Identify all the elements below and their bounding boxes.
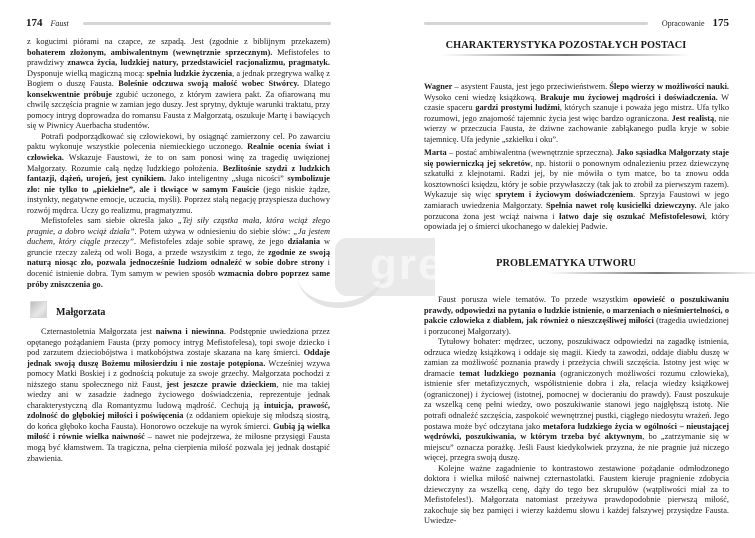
text-run: W czasie spaceru — [424, 92, 730, 113]
text-run: (z oddaniem opiekuje się młodszą siostrą, do końca głęboko kocha Fausta). Honorowo oczekuje na wyrok śmierci. — [27, 411, 330, 431]
text-run: i docenić istnienie dobra. Tym samym w pewien sposób — [27, 258, 331, 279]
paragraph — [424, 337, 729, 464]
text-run: Jako inteligentny „sługa nicości” — [166, 174, 288, 184]
header-rule-right — [424, 22, 648, 25]
bold-run: Realnie ocenia świat i człowieka. — [27, 142, 330, 163]
bold-run: łatwo daje się oszukać Mefistofelesowi — [559, 211, 705, 221]
text-run: Dysponuje wielką magiczną mocą: — [27, 68, 147, 78]
bold-run: Gubią ją wielka miłość i równie wielka naiwność — [27, 421, 330, 442]
section-heading-text: PROBLEMATYKA UTWORU — [496, 258, 636, 269]
right-running-head — [424, 17, 729, 29]
text-run: w gruncie rzeczy zależą od woli Boga, a przede wszystkim z tego, że — [27, 237, 330, 257]
text-run: . Podstępnie uwiedziona przez opętanego pożądaniem Fausta (przy pomocy intryg Mefistofelesa), topi swoje dziecko i pod zarzutem dzieciobójstwa i matkobójstwa zostaje skazana na karę śmierci. — [27, 327, 330, 358]
text-run: (tragedia uwiedzionej i porzuconej Małgorzaty). — [424, 316, 729, 336]
bold-run: wzmacnia dobro poprzez same próby zniszczenia go. — [27, 269, 330, 289]
text-run: . Mefistofeles zdaje sobie sprawę, że jego — [133, 237, 288, 247]
bold-run: symbolizuje zło: nie tylko to „piekielne”, ale i tkwiące w samym Fauście — [27, 174, 330, 194]
running-head-title-left: Faust — [50, 18, 69, 28]
watermark-text: grebo — [370, 240, 503, 289]
text-run: . Sprzyja Faustowi w jego zamiarach uwiedzenia Małgorzaty. — [424, 190, 729, 211]
text-run: , który opowiada jej o śmierci ukochanego w dalekiej Padwie. — [424, 211, 729, 232]
text-run: Mefistofeles to prawdziwy — [27, 47, 330, 68]
bold-run: Jako sąsiadka Małgorzaty staje się powierniczką jej sekretów — [424, 148, 729, 168]
bold-run: Ślepo wierzy w możliwości nauki. — [609, 82, 729, 91]
text-run: , nie ma takiej wiedzy ani w zasadzie żadnego życiowego doświadczenia, reprezentuje jednak charakterystyczną dla Romantyzmu ludową mądrość. Cechują ją — [27, 379, 330, 410]
bold-run: sprytem i życiowym doświadczeniem — [495, 190, 634, 200]
paragraph — [27, 132, 330, 216]
text-run: Wcześniej wzywa pomocy Matki Boskiej i z godnością pokutuje za swoje grzechy. Małgorzata pochodzi z niższego stanu społecznego niż Faust, — [27, 358, 330, 389]
section-heading-characters — [377, 40, 755, 56]
bold-run: zgodnie ze swoją naturą niosąc zło, pozwala jednocześnie ludziom odnaleźć w sobie dobre strony — [27, 247, 330, 268]
text-run: Wysoko ceni wiedzę książkową. — [424, 92, 541, 102]
text-run: Mefistofeles sam siebie określa jako — [41, 216, 178, 226]
running-head-title-right: Opracowanie — [661, 18, 705, 28]
bold-run: Marta — [424, 148, 447, 158]
bold-run: metafora ludzkiego życia w ogólności – nieustającej wędrówki, poszukiwania, w którym trzeba być aktywnym — [424, 421, 729, 442]
bold-run: znawca życia, ludzkiej natury, przedstawiciel racjonalizmu, pragmatyk. — [67, 58, 331, 68]
text-run: , np. historii o ponownym odnalezieniu przez dziewczynę szkatułki z klejnotami. Radzi jej, by nie mówiła o tym matce, bo ta znowu odda kosztowności księdzu, który je sobie przywłaszczy (tak jak to zrobił za pierwszym razem). Wykazuje się więc — [424, 158, 729, 200]
bold-run: opowieść o poszukiwaniu prawdy, odpowiedzi na pytania o ludzkie istnienie, o marzeniach o nieśmiertelności, o pakcie człowieka z diabłem, jak również o nieszczęśliwej miłości — [424, 295, 730, 326]
text-run: , bo „zatrzymanie się w miejscu” oznacza porażkę. Jeśli Faust kiedykolwiek przyzna, że nie pragnie już niczego więcej, przegra swoją duszę. — [424, 432, 729, 463]
header-rule-left — [83, 22, 331, 25]
bold-run: Bezlitośnie szydzi z ludzkich fantazji, dążeń, urojeń, jest cynikiem. — [27, 163, 330, 184]
section-heading-problems — [377, 258, 755, 274]
bold-run: Jest realistą — [671, 113, 715, 123]
italic-run: „Tej siły cząstka mała, która wciąż złego pragnie, a dobro wciąż działa” — [27, 216, 330, 236]
text-run: Potrafi podporządkować się człowiekowi, by osiągnąć zamierzony cel. Po zawarciu paktu wykonuje wszystkie polecenia niemieckiego uczonego. — [27, 131, 330, 152]
text-run: Tytułowy bohater: mędrzec, uczony, poszukiwacz odpowiedzi na zagadkę istnienia, odrzuca wiedzę książkową i oddaje się magii. Kiedy ta zawodzi, oddaje diabłu duszę w zamian za możliwość poznania prawdy i przeżycia chwili szczęścia. Istotny jest więc w dramacie — [424, 337, 729, 378]
bold-run: konsekwentnie próbuje — [27, 89, 112, 99]
text-run: , których szanuje i poważa jego mistrz. Ufa tylko rozumowi, jego znajomość tajemnic życia jest więc bardzo ograniczona. — [424, 103, 730, 123]
problems-text-block — [424, 295, 729, 527]
paragraph — [27, 37, 330, 132]
text-run: (jego niskie żądze, instynkty, negatywne emocje, uczucia, myśli). Poprzez stałą negację przyspiesza duchowy rozwój mędrca. Uczy go realizmu, pragmatyzmu. — [27, 184, 330, 215]
text-run: (ograniczonych możliwości rozumu człowieka), istnienie sfer metafizycznych, współistnienie dobra i zła, relacja wiedzy książkowej (ograniczonej) i życiowej (istotnej, pomocnej w docieraniu do prawdy). Faust poszukuje za wszelką cenę pełni wiedzy, owo poszukiwanie stanowi jego najgłębszą istotę. Nie potrafi odnaleźć szczęścia, zaspokoić wewnętrznej pustki, ciągłego niedosytu wrażeń. Jego postawa może być odczytana jako — [424, 368, 729, 431]
bold-run: działania — [287, 237, 321, 247]
bold-run: bohaterem złożonym, ambiwalentnym (wewnętrznie sprzecznym). — [27, 47, 273, 57]
bold-run: gardzi prostymi ludźmi — [475, 103, 560, 113]
text-run: – asystent Fausta, jest jego przeciwieństwem. — [452, 82, 610, 91]
mefistofeles-text-block — [27, 37, 330, 290]
page-number-right: 175 — [712, 17, 729, 29]
heading-underline — [547, 272, 755, 274]
text-run: Czternastoletnia Małgorzata jest — [41, 327, 156, 336]
paragraph — [424, 464, 729, 527]
text-run: , a jednak przegrywa walkę z Bogiem o duszę Fausta. — [27, 68, 330, 89]
page-number-left: 174 — [26, 17, 43, 29]
bold-run: spełnia ludzkie życzenia — [146, 68, 233, 78]
italic-run: „Ja jestem duchem, który ciągle przeczy” — [27, 226, 330, 247]
text-run: Kolejne ważne zagadnienie to kontrastowo zestawione pożądanie odmłodzonego doktora i wielka miłość naiwnej czternastolatki. Faustem kieruje pragnienie zdobycia dziewczyny za wszelką cenę, dąży do tego bez skrupułów (wątpliwości miał za to Mefistofeles!). Małgorzata natomiast przeżywa prawdopodobnie pierwszą miłość, zakochuje się bez pamięci i wierzy każdemu słowu i każdej fałszywej przysiędze Fausta. Uwiedze- — [424, 463, 729, 526]
bold-run: Brakuje mu życiowej mądrości i doświadczenia. — [540, 92, 718, 102]
bold-run: temat ludzkiego poznania — [459, 368, 556, 378]
text-run: , nie wierzy w przeczucia Fausta, że dziwne zachowanie zabłąkanego pudla kryje w sobie tajemnicę. Ufa jedynie „szkiełku i oku”. — [424, 113, 729, 144]
bold-run: naiwna i niewinna — [155, 327, 224, 336]
text-run: – postać ambiwalentna (wewnętrznie sprzeczna). — [446, 148, 617, 158]
section-square-icon — [30, 301, 47, 318]
bold-run: Boleśnie odczuwa swoją małość wobec Stwórcy. — [118, 79, 300, 89]
text-run: Dlatego — [299, 79, 331, 89]
heading-underline — [441, 54, 691, 56]
paragraph — [424, 82, 729, 145]
bold-run: Oddaje jednak swoją duszę Bożemu miłosierdziu i nie zostaje potępiona. — [27, 348, 330, 368]
characters-text-block — [424, 82, 729, 233]
text-run: . Potem używa w odniesieniu do siebie słów: — [134, 226, 294, 236]
paragraph — [27, 216, 330, 290]
section-heading-text: CHARAKTERYSTYKA POZOSTAŁYCH POSTACI — [445, 40, 687, 51]
right-page — [377, 0, 755, 538]
text-run: – nawet nie podejrzewa, że miłosne przysięgi Fausta mogą być kłamstwem. Ta tragiczna, pełna cierpienia miłość pozwala jej jednak dostąpić zbawienia. — [27, 432, 330, 463]
bold-run: Wagner — [424, 82, 453, 91]
malgorzata-text-block — [27, 327, 330, 464]
bold-run: Spełnia nawet rolę kusicielki dziewczyny. — [545, 201, 697, 211]
bold-run: jest jeszcze prawie dzieckiem — [166, 379, 277, 389]
subheading-malgorzata — [30, 307, 105, 318]
left-running-head — [26, 17, 331, 29]
text-run: Wskazuje Faustowi, że to on sam ponosi winę za tragedię uwięzionej Małgorzaty. Rozumie całą nędzę ludzkiego położenia. — [27, 153, 330, 173]
subheading-title: Małgorzata — [56, 307, 106, 318]
text-run: zgubić uczonego, z którym zawiera pakt. Za ofiarowaną mu chwilę szczęścia pragnie w zamian jego duszy. Jest sprytny, dyktuje warunki traktatu, przy pomocy intryg doprowadza do romansu Fausta z Małgorzatą, oszukuje Martę i bawiących się w Piwnicy Auerbacha studentów. — [27, 89, 330, 131]
paragraph — [424, 148, 729, 232]
text-run: Ale jako porzucona żona jest wciąż naiwna i — [424, 201, 730, 221]
paragraph — [424, 295, 729, 337]
text-run: Faust porusza wiele tematów. To przede wszystkim — [438, 295, 634, 304]
text-run: z kogucimi piórami na czapce, ze szpadą. Jest (zgodnie z biblijnym przekazem) — [27, 37, 330, 46]
paragraph — [27, 327, 330, 464]
bold-run: intuicja, prawość, zdolność do głębokiej miłości i poświęcenia — [27, 400, 331, 421]
